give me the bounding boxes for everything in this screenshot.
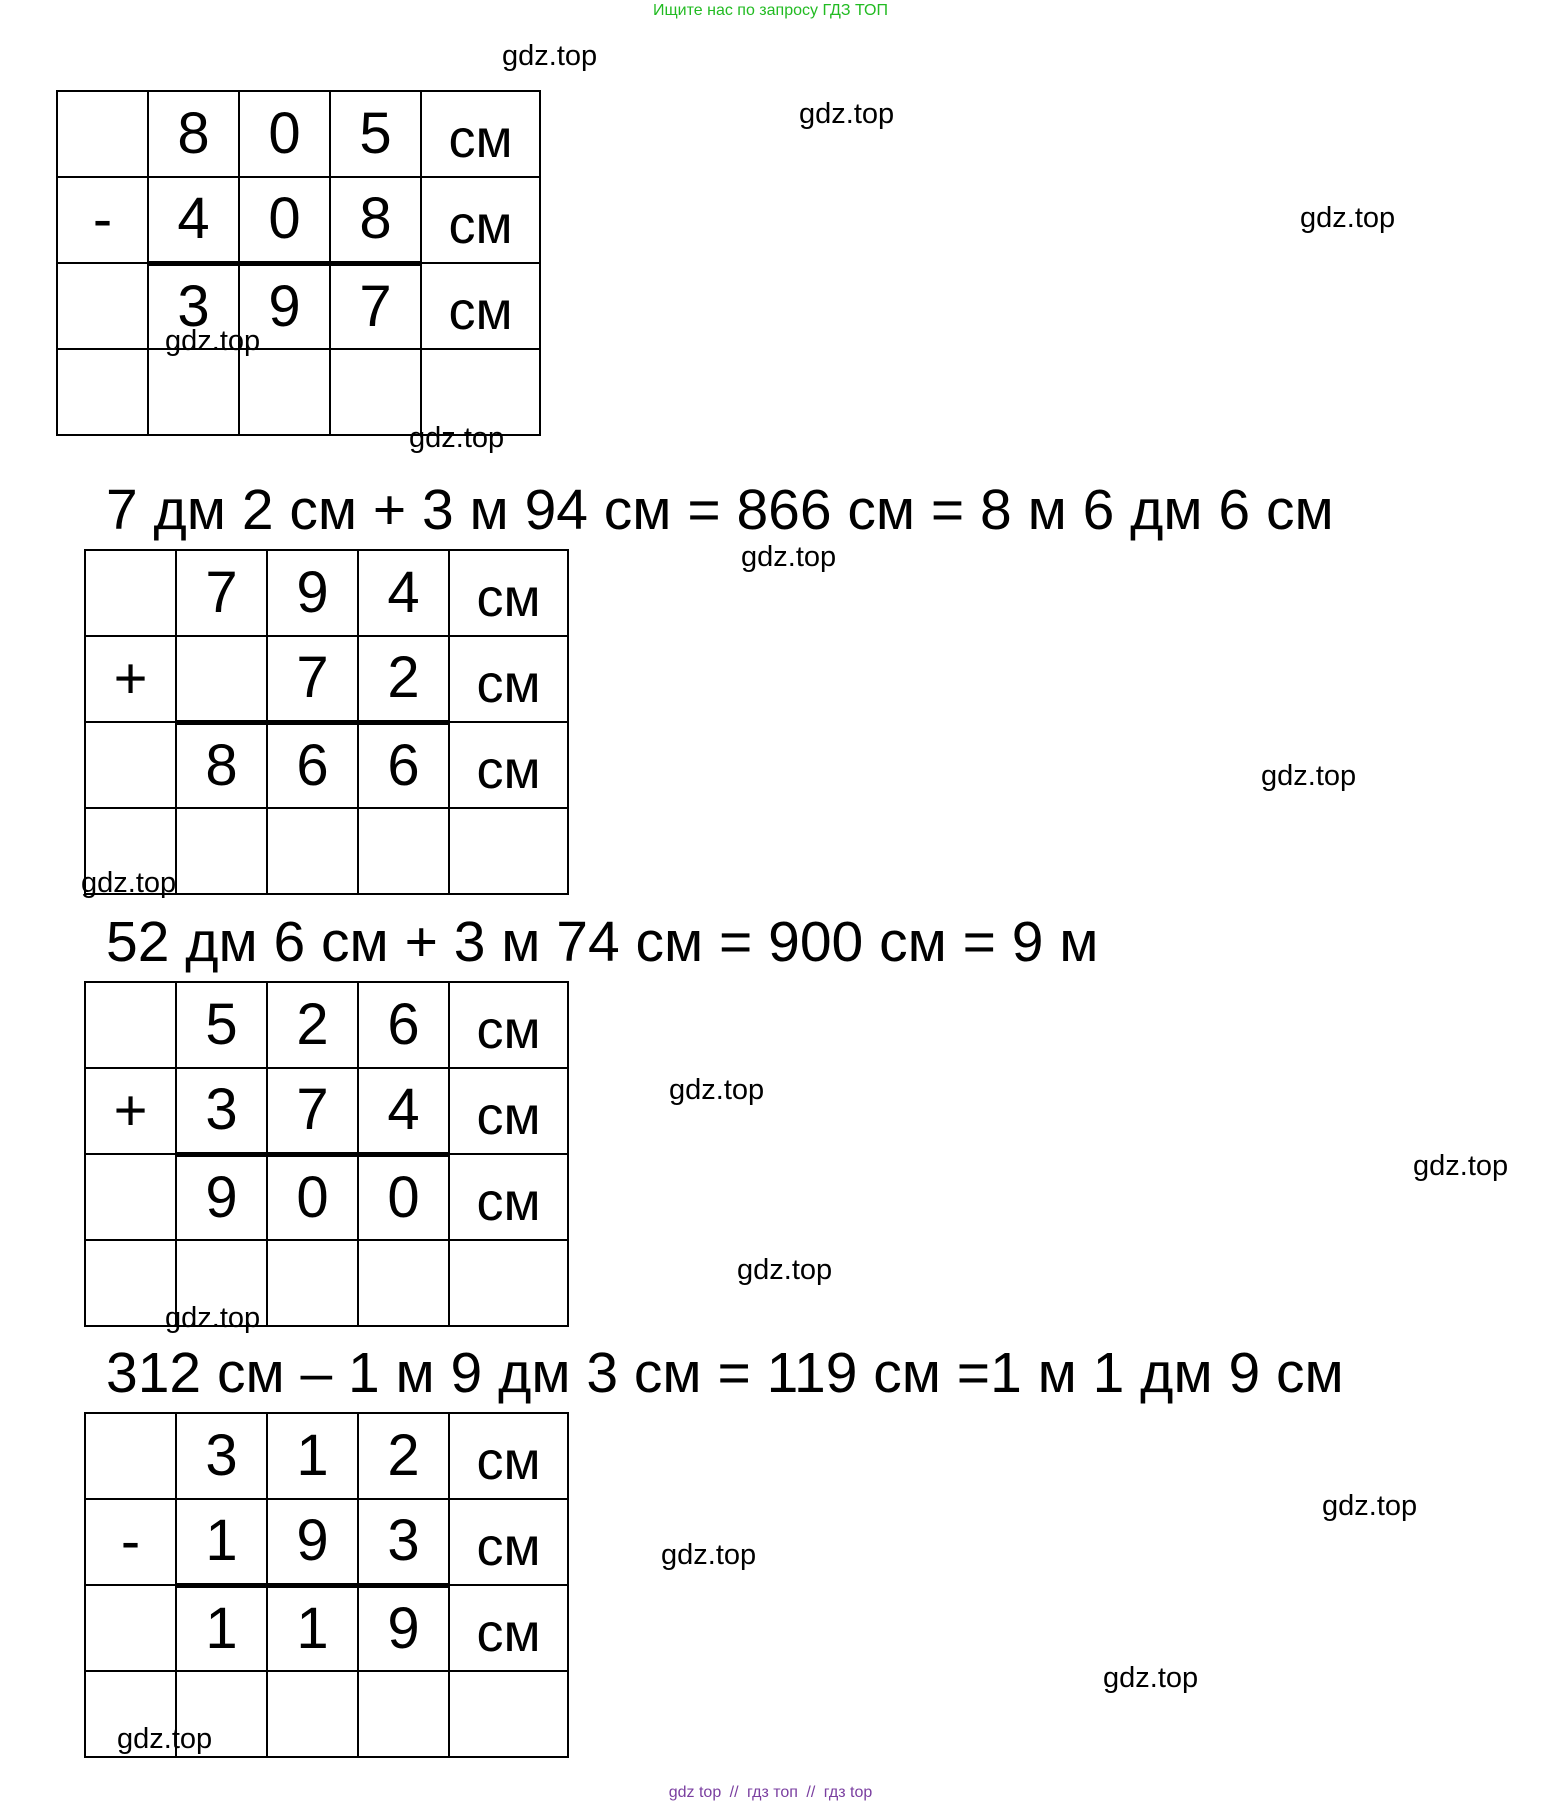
empty-cell [239, 349, 330, 435]
footer-link-gdz-top[interactable]: gdz top [668, 1784, 722, 1801]
table-row [85, 722, 568, 808]
digit-cell: 6 [358, 722, 449, 808]
digit-cell: 2 [267, 982, 358, 1068]
digit-cell: 4 [358, 550, 449, 636]
table-row [85, 1068, 568, 1154]
digit-cell: 8 [176, 722, 267, 808]
watermark: gdz.top [1300, 202, 1396, 234]
sign-cell [85, 550, 176, 636]
table-row [85, 1499, 568, 1585]
footer-link-gdz-top-mixed[interactable]: гдз top [823, 1784, 873, 1801]
unit-cell: см [449, 1413, 568, 1499]
watermark: gdz.top [165, 1302, 261, 1334]
sign-cell: + [85, 636, 176, 722]
empty-cell [358, 808, 449, 894]
empty-cell [449, 1671, 568, 1757]
unit-cell: см [421, 91, 540, 177]
unit-cell: см [421, 177, 540, 263]
empty-cell [148, 349, 239, 435]
unit-cell: см [449, 1585, 568, 1671]
empty-cell [358, 1240, 449, 1326]
digit-cell: 1 [176, 1499, 267, 1585]
column-calc-table-2 [84, 549, 569, 895]
table-row [57, 177, 540, 263]
watermark: gdz.top [1103, 1662, 1199, 1694]
digit-cell: 9 [358, 1585, 449, 1671]
top-banner: Ищите нас по запросу ГДЗ ТОП [653, 2, 888, 19]
digit-cell: 3 [148, 263, 239, 349]
empty-cell [267, 1671, 358, 1757]
sign-cell [85, 722, 176, 808]
empty-cell [358, 1671, 449, 1757]
footer-links [0, 1784, 1541, 1802]
digit-cell: 2 [358, 1413, 449, 1499]
table-row [85, 1154, 568, 1240]
digit-cell: 9 [267, 1499, 358, 1585]
sign-cell: - [57, 177, 148, 263]
table-row [57, 91, 540, 177]
sign-cell [85, 1585, 176, 1671]
digit-cell: 9 [239, 263, 330, 349]
watermark: gdz.top [165, 325, 261, 357]
digit-cell: 5 [176, 982, 267, 1068]
empty-cell [267, 808, 358, 894]
empty-cell [85, 1240, 176, 1326]
footer-link-gdz-top-ru[interactable]: гдз топ [747, 1784, 798, 1801]
digit-cell [176, 636, 267, 722]
sign-cell [57, 263, 148, 349]
digit-cell: 7 [267, 1068, 358, 1154]
table-row [85, 1413, 568, 1499]
column-calc-table-1 [56, 90, 541, 436]
empty-cell [449, 808, 568, 894]
sign-cell: + [85, 1068, 176, 1154]
watermark: gdz.top [117, 1723, 213, 1755]
equation-3: 52 дм 6 см + 3 м 74 см = 900 см = 9 м [106, 910, 1099, 974]
watermark: gdz.top [1322, 1490, 1418, 1522]
digit-cell: 8 [330, 177, 421, 263]
empty-cell [267, 1240, 358, 1326]
digit-cell: 9 [176, 1154, 267, 1240]
unit-cell: см [449, 722, 568, 808]
table-row [85, 1240, 568, 1326]
digit-cell: 0 [358, 1154, 449, 1240]
watermark: gdz.top [409, 422, 505, 454]
footer-separator: // [729, 1784, 739, 1801]
digit-cell: 0 [239, 91, 330, 177]
sign-cell [85, 1413, 176, 1499]
empty-cell [57, 349, 148, 435]
sign-cell [57, 91, 148, 177]
digit-cell: 9 [267, 550, 358, 636]
digit-cell: 0 [239, 177, 330, 263]
watermark: gdz.top [81, 867, 177, 899]
watermark: gdz.top [741, 541, 837, 573]
sign-cell [85, 982, 176, 1068]
sign-cell [85, 1154, 176, 1240]
digit-cell: 4 [358, 1068, 449, 1154]
unit-cell: см [449, 636, 568, 722]
digit-cell: 7 [330, 263, 421, 349]
table-row [85, 550, 568, 636]
empty-cell [449, 1240, 568, 1326]
empty-cell [330, 349, 421, 435]
footer-separator: // [806, 1784, 816, 1801]
unit-cell: см [449, 1154, 568, 1240]
watermark: gdz.top [1413, 1150, 1509, 1182]
equation-2: 7 дм 2 см + 3 м 94 см = 866 см = 8 м 6 дм 6 см [106, 478, 1334, 542]
digit-cell: 6 [358, 982, 449, 1068]
empty-cell [176, 808, 267, 894]
watermark: gdz.top [661, 1539, 757, 1571]
watermark: gdz.top [1261, 760, 1357, 792]
watermark: gdz.top [737, 1254, 833, 1286]
unit-cell: см [449, 1068, 568, 1154]
digit-cell: 1 [176, 1585, 267, 1671]
table-row [85, 982, 568, 1068]
digit-cell: 4 [148, 177, 239, 263]
digit-cell: 1 [267, 1585, 358, 1671]
table-row [85, 636, 568, 722]
sign-cell: - [85, 1499, 176, 1585]
watermark: gdz.top [669, 1074, 765, 1106]
digit-cell: 6 [267, 722, 358, 808]
digit-cell: 7 [176, 550, 267, 636]
digit-cell: 1 [267, 1413, 358, 1499]
digit-cell: 3 [358, 1499, 449, 1585]
digit-cell: 8 [148, 91, 239, 177]
equation-4: 312 см – 1 м 9 дм 3 см = 119 см =1 м 1 дм 9 см [106, 1341, 1344, 1405]
unit-cell: см [449, 982, 568, 1068]
digit-cell: 2 [358, 636, 449, 722]
digit-cell: 7 [267, 636, 358, 722]
column-calc-table-4 [84, 1412, 569, 1758]
digit-cell: 3 [176, 1413, 267, 1499]
digit-cell: 0 [267, 1154, 358, 1240]
table-row [85, 1585, 568, 1671]
column-calc-table-3 [84, 981, 569, 1327]
unit-cell: см [449, 550, 568, 636]
digit-cell: 5 [330, 91, 421, 177]
table-row [57, 263, 540, 349]
digit-cell: 3 [176, 1068, 267, 1154]
watermark: gdz.top [799, 98, 895, 130]
unit-cell: см [421, 263, 540, 349]
unit-cell: см [449, 1499, 568, 1585]
watermark: gdz.top [502, 40, 598, 72]
